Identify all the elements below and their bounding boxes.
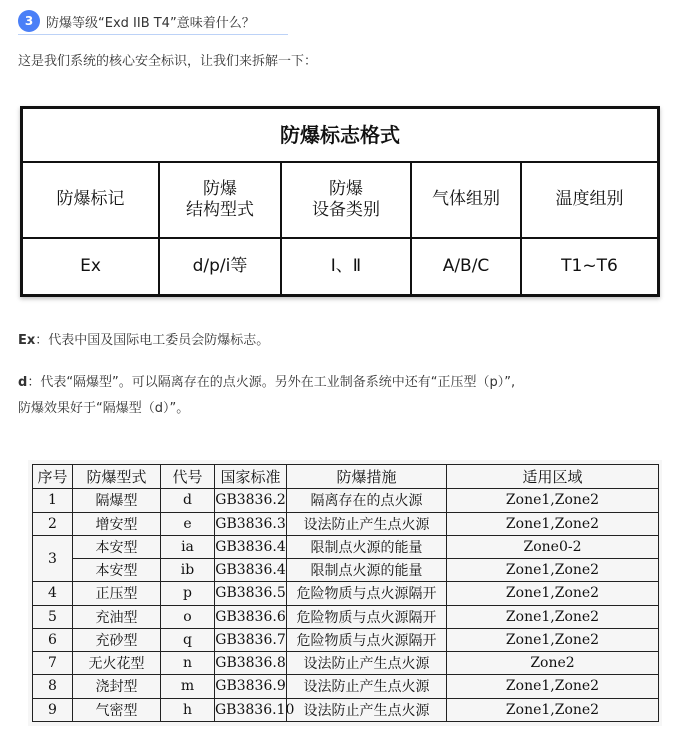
row-number-cell: 1 <box>33 489 73 512</box>
table-cell-type: 充砂型 <box>73 628 161 651</box>
table-row <box>33 698 659 721</box>
format-value-cell: Ⅰ、Ⅱ <box>281 238 411 294</box>
table-cell-type: 浇封型 <box>73 675 161 698</box>
table-row <box>33 652 659 675</box>
row-number-cell: 4 <box>33 582 73 605</box>
format-value-cell: T1~T6 <box>521 238 657 294</box>
format-table <box>20 106 660 297</box>
table-cell-std: GB3836.2 <box>215 489 287 512</box>
section-heading <box>18 8 255 34</box>
table-cell-zone: Zone1,Zone2 <box>447 628 659 651</box>
table-cell-std: GB3836.10 <box>215 698 287 721</box>
table-cell-measure: 危险物质与点火源隔开 <box>287 605 447 628</box>
table-cell-code: q <box>161 628 215 651</box>
format-header-cell: 温度组别 <box>521 162 657 238</box>
table-cell-zone: Zone1,Zone2 <box>447 675 659 698</box>
table-cell-measure: 设法防止产生点火源 <box>287 698 447 721</box>
d-explanation: d：代表“隔爆型”。可以隔离存在的点火源。另外在工业制备系统中还有“正压型（p）”, 防爆效果好于“隔爆型（d）”。 <box>18 375 516 416</box>
table-cell-code: n <box>161 652 215 675</box>
table-header-cell: 防爆措施 <box>287 465 447 489</box>
table-cell-measure: 隔离存在的点火源 <box>287 489 447 512</box>
d-term: d <box>18 375 28 390</box>
table-cell-measure: 限制点火源的能量 <box>287 535 447 558</box>
table-cell-zone: Zone1,Zone2 <box>447 512 659 535</box>
table-row <box>33 535 659 558</box>
table-cell-std: GB3836.9 <box>215 675 287 698</box>
row-number-cell: 2 <box>33 512 73 535</box>
table-row <box>33 489 659 512</box>
table-cell-code: e <box>161 512 215 535</box>
row-number-cell: 3 <box>33 535 73 582</box>
table-cell-std: GB3836.3 <box>215 512 287 535</box>
table-cell-type: 增安型 <box>73 512 161 535</box>
table-row <box>33 628 659 651</box>
table-row <box>33 675 659 698</box>
heading-underline <box>18 34 288 35</box>
table-header-cell: 国家标准 <box>215 465 287 489</box>
ex-term: Ex <box>18 333 36 348</box>
explosion-proof-types-table <box>32 464 659 722</box>
format-header-cell: 防爆 设备类别 <box>281 162 411 238</box>
table-cell-code: d <box>161 489 215 512</box>
table-cell-code: o <box>161 605 215 628</box>
table-header-cell: 序号 <box>33 465 73 489</box>
table-cell-code: ia <box>161 535 215 558</box>
table-cell-std: GB3836.5 <box>215 582 287 605</box>
table-cell-measure: 设法防止产生点火源 <box>287 675 447 698</box>
table-cell-zone: Zone1,Zone2 <box>447 698 659 721</box>
table-cell-type: 气密型 <box>73 698 161 721</box>
table-cell-zone: Zone1,Zone2 <box>447 489 659 512</box>
table-cell-zone: Zone1,Zone2 <box>447 559 659 582</box>
table-cell-measure: 危险物质与点火源隔开 <box>287 582 447 605</box>
row-number-cell: 5 <box>33 605 73 628</box>
table-row <box>33 605 659 628</box>
table-cell-type: 无火花型 <box>73 652 161 675</box>
section-number-badge: 3 <box>18 10 40 32</box>
format-value-cell: A/B/C <box>411 238 521 294</box>
table-row <box>33 582 659 605</box>
table-row <box>33 559 659 582</box>
table-cell-code: m <box>161 675 215 698</box>
table-header-cell: 适用区域 <box>447 465 659 489</box>
table-cell-std: GB3836.8 <box>215 652 287 675</box>
format-header-cell: 防爆标记 <box>23 162 159 238</box>
row-number-cell: 9 <box>33 698 73 721</box>
format-table-title: 防爆标志格式 <box>23 109 657 162</box>
format-header-cell: 气体组别 <box>411 162 521 238</box>
table-cell-code: ib <box>161 559 215 582</box>
format-value-cell: Ex <box>23 238 159 294</box>
table-cell-type: 隔爆型 <box>73 489 161 512</box>
table-cell-code: h <box>161 698 215 721</box>
row-number-cell: 6 <box>33 628 73 651</box>
section-title: 防爆等级“Exd IIB T4”意味着什么？ <box>46 15 255 31</box>
table-cell-type: 本安型 <box>73 559 161 582</box>
format-value-cell: d/p/i等 <box>159 238 281 294</box>
ex-explanation: Ex：代表中国及国际电工委员会防爆标志。 <box>18 333 270 348</box>
format-header-cell: 防爆 结构型式 <box>159 162 281 238</box>
intro-text: 这是我们系统的核心安全标识，让我们来拆解一下： <box>18 54 318 69</box>
table-cell-zone: Zone0-2 <box>447 535 659 558</box>
table-cell-code: p <box>161 582 215 605</box>
table-cell-type: 本安型 <box>73 535 161 558</box>
table-header-cell: 防爆型式 <box>73 465 161 489</box>
row-number-cell: 7 <box>33 652 73 675</box>
types-table-image <box>28 460 662 726</box>
row-number-cell: 8 <box>33 675 73 698</box>
table-cell-zone: Zone2 <box>447 652 659 675</box>
table-header-cell: 代号 <box>161 465 215 489</box>
table-cell-zone: Zone1,Zone2 <box>447 605 659 628</box>
table-cell-measure: 限制点火源的能量 <box>287 559 447 582</box>
table-cell-std: GB3836.6 <box>215 605 287 628</box>
table-cell-type: 正压型 <box>73 582 161 605</box>
table-cell-measure: 设法防止产生点火源 <box>287 652 447 675</box>
table-cell-type: 充油型 <box>73 605 161 628</box>
table-cell-std: GB3836.4 <box>215 559 287 582</box>
table-cell-std: GB3836.7 <box>215 628 287 651</box>
table-cell-std: GB3836.4 <box>215 535 287 558</box>
table-cell-measure: 危险物质与点火源隔开 <box>287 628 447 651</box>
table-cell-measure: 设法防止产生点火源 <box>287 512 447 535</box>
table-row <box>33 512 659 535</box>
table-cell-zone: Zone1,Zone2 <box>447 582 659 605</box>
table-header-row <box>33 465 659 489</box>
